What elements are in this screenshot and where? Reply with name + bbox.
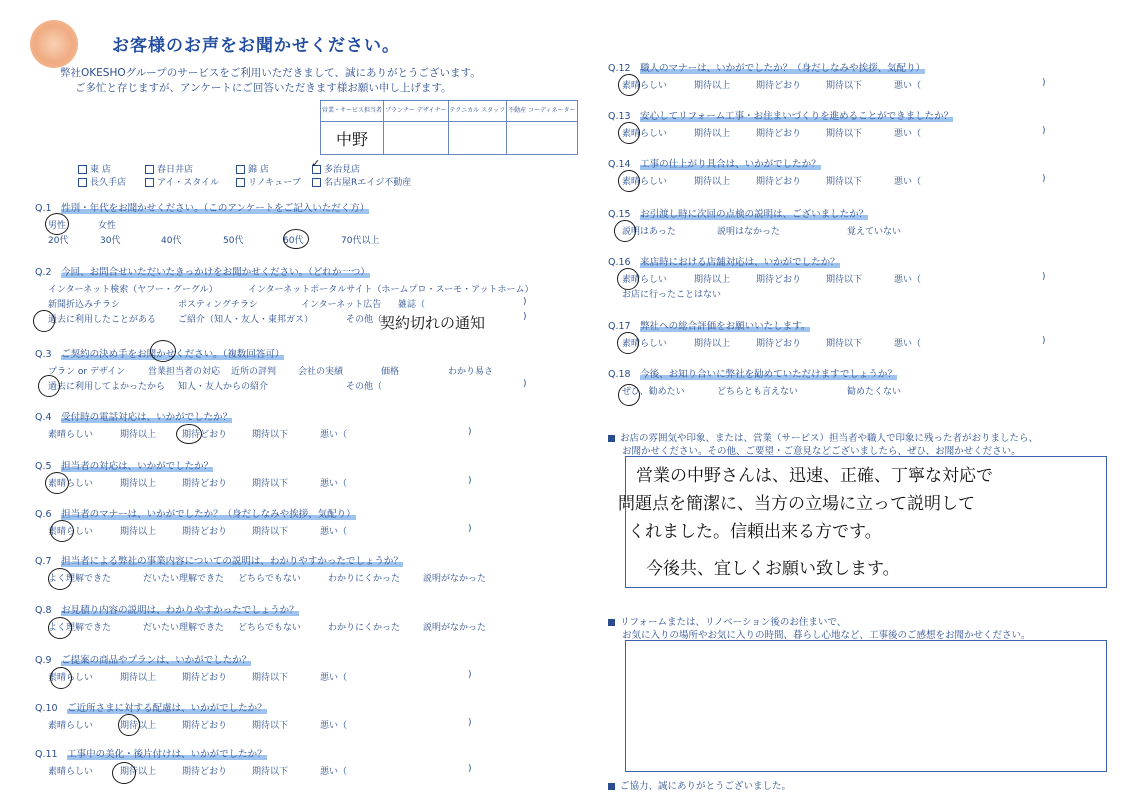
answer-option[interactable]: 説明がなかった bbox=[423, 623, 487, 633]
answer-option[interactable]: 期待どおり bbox=[756, 339, 802, 349]
answer-option[interactable]: 30代 bbox=[100, 236, 121, 246]
answer-paren-close: ) bbox=[468, 764, 472, 774]
answer-option[interactable]: 素晴らしい bbox=[48, 430, 94, 440]
shop-nishiki[interactable]: 錦 店 bbox=[236, 162, 269, 175]
answer-option[interactable]: 説明はあった bbox=[622, 227, 676, 237]
answer-option[interactable]: 悪い（ bbox=[894, 129, 922, 139]
question-label: Q.17 bbox=[608, 321, 631, 332]
intro-line-2: ご多忙と存じますが、アンケートにご回答いただきます様お願い申し上げます。 bbox=[75, 82, 452, 94]
answer-option[interactable]: 期待どおり bbox=[756, 129, 802, 139]
question-q7 bbox=[35, 553, 403, 567]
answer-paren-close: ) bbox=[523, 297, 527, 307]
comment-line-1: 営業の中野さんは、迅速、正確、丁寧な対応で bbox=[636, 466, 993, 486]
answer-option[interactable]: 期待以上 bbox=[694, 81, 731, 91]
page-title: お客様のお声をお聞かせください。 bbox=[112, 36, 400, 56]
question-q14 bbox=[608, 156, 821, 170]
answer-option[interactable]: 会社の実績 bbox=[298, 367, 344, 377]
answer-option[interactable]: 40代 bbox=[161, 236, 182, 246]
question-label: Q.16 bbox=[608, 257, 631, 268]
answer-option[interactable]: どちらでもない bbox=[238, 574, 301, 584]
answer-option[interactable]: 期待どおり bbox=[182, 767, 228, 777]
intro-line-1: 弊社OKESHOグループのサービスをご利用いただきまして、誠にありがとうございます。 bbox=[60, 67, 481, 79]
answer-option[interactable]: 価格 bbox=[381, 367, 400, 377]
answer-option[interactable]: プラン or デザイン bbox=[48, 367, 126, 377]
question-q13 bbox=[608, 108, 953, 122]
answer-option[interactable]: 男性 bbox=[48, 221, 67, 231]
answer-option[interactable]: ポスティングチラシ bbox=[178, 300, 258, 310]
question-label: Q.18 bbox=[608, 369, 631, 380]
selection-circle-mark bbox=[283, 229, 309, 249]
answer-option[interactable]: 知人・友人からの紹介 bbox=[178, 382, 269, 392]
answer-option[interactable]: 期待以下 bbox=[826, 129, 863, 139]
comment-line-3: くれました。信頼出来る方です。 bbox=[628, 522, 882, 542]
shop-istyle[interactable]: アイ・スタイル bbox=[145, 175, 219, 188]
answer-option[interactable]: だいたい理解できた bbox=[143, 574, 225, 584]
selection-circle-mark bbox=[614, 220, 636, 242]
question-q9 bbox=[35, 652, 251, 666]
q2-other-handwritten: 契約切れの通知 bbox=[380, 314, 486, 332]
question-text: 弊社への総合評価をお願いいたします。 bbox=[640, 321, 811, 332]
answer-option[interactable]: だいたい理解できた bbox=[143, 623, 225, 633]
selection-circle-mark bbox=[617, 268, 639, 290]
question-text: お引渡し時に次回の点検の説明は、ございましたか？ bbox=[640, 209, 869, 220]
question-label: Q.5 bbox=[35, 461, 52, 472]
selection-circle-mark bbox=[48, 617, 72, 639]
question-text: 職人のマナーは、いかがでしたか？（身だしなみや挨拶、気配り） bbox=[640, 63, 926, 74]
answer-paren-close: ) bbox=[1042, 336, 1046, 346]
staff-value-planner[interactable] bbox=[384, 122, 449, 155]
impression-title: お店の雰囲気や印象、または、営業（サービス）担当者や職人で印象に残った者がおりましたら、 bbox=[608, 430, 1038, 444]
staff-table bbox=[320, 100, 578, 155]
question-text: 工事中の美化・後片付けは、いかがでしたか？ bbox=[67, 749, 267, 760]
selection-circle-mark bbox=[618, 384, 640, 406]
company-logo bbox=[30, 20, 78, 68]
answer-option[interactable]: わかりにくかった bbox=[328, 574, 401, 584]
question-text: ご近所さまに対する配慮は、いかがでしたか？ bbox=[67, 703, 267, 714]
reform-comment-box[interactable] bbox=[625, 640, 1107, 772]
question-text: 性別・年代をお聞かせください。（このアンケートをご記入いただく方） bbox=[61, 203, 370, 214]
staff-value-technical[interactable] bbox=[448, 122, 507, 155]
answer-option[interactable]: 期待どおり bbox=[182, 527, 228, 537]
answer-option[interactable]: ご紹介（知人・友人・東邦ガス） bbox=[178, 315, 314, 325]
answer-option[interactable]: 期待以上 bbox=[694, 177, 731, 187]
thanks-note: ご協力、誠にありがとうございました。 bbox=[608, 778, 791, 792]
answer-option[interactable]: 営業担当者の対応 bbox=[148, 367, 221, 377]
selection-circle-mark bbox=[33, 310, 55, 332]
answer-option[interactable]: 期待以下 bbox=[252, 479, 289, 489]
answer-option[interactable]: その他（ bbox=[346, 382, 383, 392]
staff-value-sales[interactable]: 中野 bbox=[321, 122, 384, 155]
answer-option[interactable]: 覚えていない bbox=[847, 227, 902, 237]
staff-value-realestate[interactable] bbox=[507, 122, 577, 155]
question-q10 bbox=[35, 700, 267, 714]
answer-option[interactable]: 期待以下 bbox=[826, 177, 863, 187]
answer-option[interactable]: 悪い（ bbox=[320, 721, 348, 731]
answer-option[interactable]: 悪い（ bbox=[894, 81, 922, 91]
answer-option[interactable]: 過去に利用してよかったから bbox=[48, 382, 166, 392]
comment-line-2: 問題点を簡潔に、当方の立場に立って説明して bbox=[618, 494, 975, 514]
shop-renocube[interactable]: リノキューブ bbox=[236, 175, 301, 188]
selection-circle-mark bbox=[50, 667, 72, 689]
staff-header-planner: プランナー デザイナー bbox=[384, 101, 449, 122]
question-label: Q.12 bbox=[608, 63, 631, 74]
question-text: お見積り内容の説明は、わかりやすかったでしょうか？ bbox=[61, 605, 299, 616]
question-text: 今後、お知り合いに弊社を勧めていただけますでしょうか？ bbox=[640, 369, 897, 380]
impression-subtitle: お聞かせください。その他、ご要望・ご意見などございましたら、ぜひ、お聞かせください。 bbox=[622, 446, 1021, 457]
question-label: Q.1 bbox=[35, 203, 52, 214]
selection-circle-mark bbox=[176, 424, 202, 444]
question-label: Q.7 bbox=[35, 556, 52, 567]
answer-paren-close: ) bbox=[468, 718, 472, 728]
answer-option[interactable]: 過去に利用したことがある bbox=[48, 315, 157, 325]
answer-option[interactable]: 期待以上 bbox=[120, 721, 157, 731]
answer-paren-close: ) bbox=[468, 427, 472, 437]
answer-option[interactable]: ぜひ、勧めたい bbox=[622, 387, 685, 397]
answer-option[interactable]: 悪い（ bbox=[320, 527, 348, 537]
selection-circle-mark bbox=[617, 332, 639, 354]
question-text: 工事の仕上がり具合は、いかがでしたか？ bbox=[640, 159, 821, 170]
answer-option[interactable]: 悪い（ bbox=[894, 177, 922, 187]
answer-option[interactable]: 素晴らしい bbox=[622, 81, 668, 91]
answer-option[interactable]: 勧めたくない bbox=[847, 387, 902, 397]
answer-option[interactable]: 期待以下 bbox=[826, 275, 863, 285]
answer-paren-close: ) bbox=[1042, 78, 1046, 88]
answer-option[interactable]: 素晴らしい bbox=[48, 479, 94, 489]
question-label: Q.3 bbox=[35, 349, 52, 360]
answer-option[interactable]: よく理解できた bbox=[48, 623, 112, 633]
answer-option[interactable]: わかり易さ bbox=[448, 367, 494, 377]
answer-option[interactable]: 説明はなかった bbox=[717, 227, 781, 237]
question-label: Q.6 bbox=[35, 509, 52, 520]
selection-circle-mark bbox=[45, 472, 69, 494]
answer-paren-close: ) bbox=[523, 312, 527, 322]
answer-option[interactable]: インターネット検索（ヤフー・グーグル） bbox=[48, 285, 218, 295]
answer-option[interactable]: 素晴らしい bbox=[622, 129, 668, 139]
answer-option[interactable]: 期待どおり bbox=[756, 275, 802, 285]
question-q17 bbox=[608, 318, 810, 332]
answer-option[interactable]: 期待以上 bbox=[120, 430, 157, 440]
comment-line-4: 今後共、宜しくお願い致します。 bbox=[646, 559, 900, 579]
question-label: Q.13 bbox=[608, 111, 631, 122]
question-label: Q.9 bbox=[35, 655, 52, 666]
question-q18 bbox=[608, 366, 897, 380]
answer-option[interactable]: 素晴らしい bbox=[48, 673, 94, 683]
reform-title: リフォームまたは、リノベーション後のお住まいで、 bbox=[608, 614, 846, 628]
answer-option[interactable]: 期待どおり bbox=[182, 479, 228, 489]
question-q15 bbox=[608, 206, 868, 220]
answer-option[interactable]: 期待以下 bbox=[826, 339, 863, 349]
staff-header-sales: 営業・サービス担当者 bbox=[321, 101, 384, 122]
answer-option[interactable]: その他（ bbox=[346, 315, 383, 325]
question-text: 担当者による弊社の事業内容についての説明は、わかりやすかったでしょうか？ bbox=[61, 556, 403, 567]
answer-paren-close: ) bbox=[468, 670, 472, 680]
answer-paren-close: ) bbox=[1042, 126, 1046, 136]
selection-circle-mark bbox=[618, 74, 640, 96]
answer-option[interactable]: 期待以下 bbox=[252, 527, 289, 537]
question-q2 bbox=[35, 264, 370, 278]
question-text: 担当者のマナーは、いかがでしたか？（身だしなみや挨拶、気配り） bbox=[61, 509, 356, 520]
answer-option[interactable]: 素晴らしい bbox=[48, 721, 94, 731]
answer-option[interactable]: 期待以上 bbox=[120, 673, 157, 683]
selection-circle-mark bbox=[50, 520, 74, 542]
answer-paren-close: ) bbox=[468, 476, 472, 486]
answer-option[interactable]: 期待以下 bbox=[252, 673, 289, 683]
answer-option[interactable]: 新聞折込みチラシ bbox=[48, 300, 121, 310]
selection-circle-mark bbox=[48, 568, 72, 590]
answer-option[interactable]: 期待以下 bbox=[252, 721, 289, 731]
impression-comment-box[interactable] bbox=[618, 456, 1107, 588]
question-label: Q.11 bbox=[35, 749, 58, 760]
answer-option[interactable]: 期待どおり bbox=[756, 81, 802, 91]
selection-circle-mark bbox=[45, 213, 69, 235]
answer-option[interactable]: 悪い（ bbox=[320, 479, 348, 489]
question-q1 bbox=[35, 200, 369, 214]
answer-paren-close: ) bbox=[468, 524, 472, 534]
answer-option[interactable]: 50代 bbox=[223, 236, 244, 246]
selection-circle-mark bbox=[618, 170, 640, 192]
question-q4 bbox=[35, 409, 232, 423]
shop-tajimi-check: ✓ bbox=[311, 157, 321, 170]
question-text: 受付時の電話対応は、いかがでしたか？ bbox=[61, 412, 233, 423]
shop-tajimi[interactable]: 多治見店 bbox=[312, 162, 360, 175]
answer-option[interactable]: 期待以上 bbox=[120, 479, 157, 489]
answer-paren-close: ) bbox=[523, 379, 527, 389]
answer-paren-close: ) bbox=[1042, 272, 1046, 282]
answer-option[interactable]: インターネットポータルサイト（ホームプロ・スーモ・アットホーム） bbox=[248, 285, 534, 295]
question-q6 bbox=[35, 506, 356, 520]
selection-circle-mark bbox=[618, 122, 640, 144]
answer-option[interactable]: どちらとも言えない bbox=[717, 387, 799, 397]
answer-option[interactable]: 期待以上 bbox=[120, 767, 157, 777]
answer-option[interactable]: 悪い（ bbox=[894, 275, 922, 285]
answer-option[interactable]: 期待以上 bbox=[694, 275, 731, 285]
question-q12 bbox=[608, 60, 925, 74]
question-q8 bbox=[35, 602, 299, 616]
selection-circle-mark bbox=[150, 340, 176, 362]
question-text: ご提案の商品やプランは、いかがでしたか？ bbox=[61, 655, 252, 666]
answer-option[interactable]: わかりにくかった bbox=[328, 623, 401, 633]
question-label: Q.4 bbox=[35, 412, 52, 423]
answer-option[interactable]: 期待以下 bbox=[252, 430, 289, 440]
answer-option[interactable]: 素晴らしい bbox=[622, 339, 668, 349]
shop-kasugai[interactable]: 春日井店 bbox=[145, 162, 193, 175]
answer-option[interactable]: 悪い（ bbox=[320, 673, 348, 683]
shop-nagoya-rage[interactable]: 名古屋Rエイジ不動産 bbox=[312, 175, 411, 188]
answer-option[interactable]: 60代 bbox=[283, 236, 304, 246]
answer-option[interactable]: 近所の評判 bbox=[231, 367, 277, 377]
staff-header-technical: テクニカル スタッフ bbox=[448, 101, 507, 122]
answer-option[interactable]: 期待どおり bbox=[182, 721, 228, 731]
selection-circle-mark bbox=[112, 762, 136, 784]
question-text: 安心してリフォーム工事・お住まいづくりを進めることができましたか？ bbox=[640, 111, 954, 122]
question-q11 bbox=[35, 746, 267, 760]
question-label: Q.10 bbox=[35, 703, 58, 714]
answer-option[interactable]: 説明がなかった bbox=[423, 574, 487, 584]
reform-subtitle: お気に入りの場所やお気に入りの時間、暮らし心地など、工事後のご感想をお聞かせください。 bbox=[622, 630, 1031, 641]
question-text: 来店時における店舗対応は、いかがでしたか？ bbox=[640, 257, 840, 268]
question-q5 bbox=[35, 458, 213, 472]
answer-option[interactable]: 期待以上 bbox=[694, 339, 731, 349]
question-label: Q.14 bbox=[608, 159, 631, 170]
answer-option[interactable]: よく理解できた bbox=[48, 574, 112, 584]
answer-option[interactable]: 素晴らしい bbox=[48, 767, 94, 777]
question-text: 担当者の対応は、いかがでしたか？ bbox=[61, 461, 214, 472]
answer-option[interactable]: どちらでもない bbox=[238, 623, 301, 633]
question-label: Q.8 bbox=[35, 605, 52, 616]
staff-header-realestate: 不動産 コーディネーター bbox=[507, 101, 577, 122]
answer-option[interactable]: 期待以下 bbox=[826, 81, 863, 91]
answer-option[interactable]: 素晴らしい bbox=[622, 275, 668, 285]
selection-circle-mark bbox=[38, 375, 60, 397]
answer-option[interactable]: 70代以上 bbox=[341, 236, 380, 246]
answer-option[interactable]: 悪い（ bbox=[894, 339, 922, 349]
answer-option[interactable]: 素晴らしい bbox=[622, 177, 668, 187]
answer-option[interactable]: 20代 bbox=[48, 236, 69, 246]
answer-option[interactable]: インターネット広告 bbox=[301, 300, 382, 310]
answer-option[interactable]: 素晴らしい bbox=[48, 527, 94, 537]
question-label: Q.15 bbox=[608, 209, 631, 220]
answer-paren-close: ) bbox=[1042, 174, 1046, 184]
answer-option[interactable]: 雑誌（ bbox=[398, 300, 426, 310]
question-text: ご契約の決め手をお聞かせください。（複数回答可） bbox=[61, 349, 285, 360]
selection-circle-mark bbox=[118, 714, 140, 736]
shop-east[interactable]: 東 店 bbox=[78, 162, 111, 175]
answer-option[interactable]: 女性 bbox=[98, 221, 117, 231]
answer-option[interactable]: お店に行ったことはない bbox=[622, 290, 722, 300]
answer-option[interactable]: 期待以下 bbox=[252, 767, 289, 777]
answer-option[interactable]: 悪い（ bbox=[320, 430, 348, 440]
question-q16 bbox=[608, 254, 840, 268]
answer-option[interactable]: 期待以上 bbox=[694, 129, 731, 139]
shop-nagakute[interactable]: 長久手店 bbox=[78, 175, 126, 188]
answer-option[interactable]: 悪い（ bbox=[320, 767, 348, 777]
answer-option[interactable]: 期待どおり bbox=[182, 673, 228, 683]
answer-option[interactable]: 期待どおり bbox=[182, 430, 228, 440]
answer-option[interactable]: 期待以上 bbox=[120, 527, 157, 537]
question-label: Q.2 bbox=[35, 267, 52, 278]
answer-option[interactable]: 期待どおり bbox=[756, 177, 802, 187]
question-text: 今回、お問合せいただいたきっかけをお聞かせください。（どれか一つ） bbox=[61, 267, 370, 278]
